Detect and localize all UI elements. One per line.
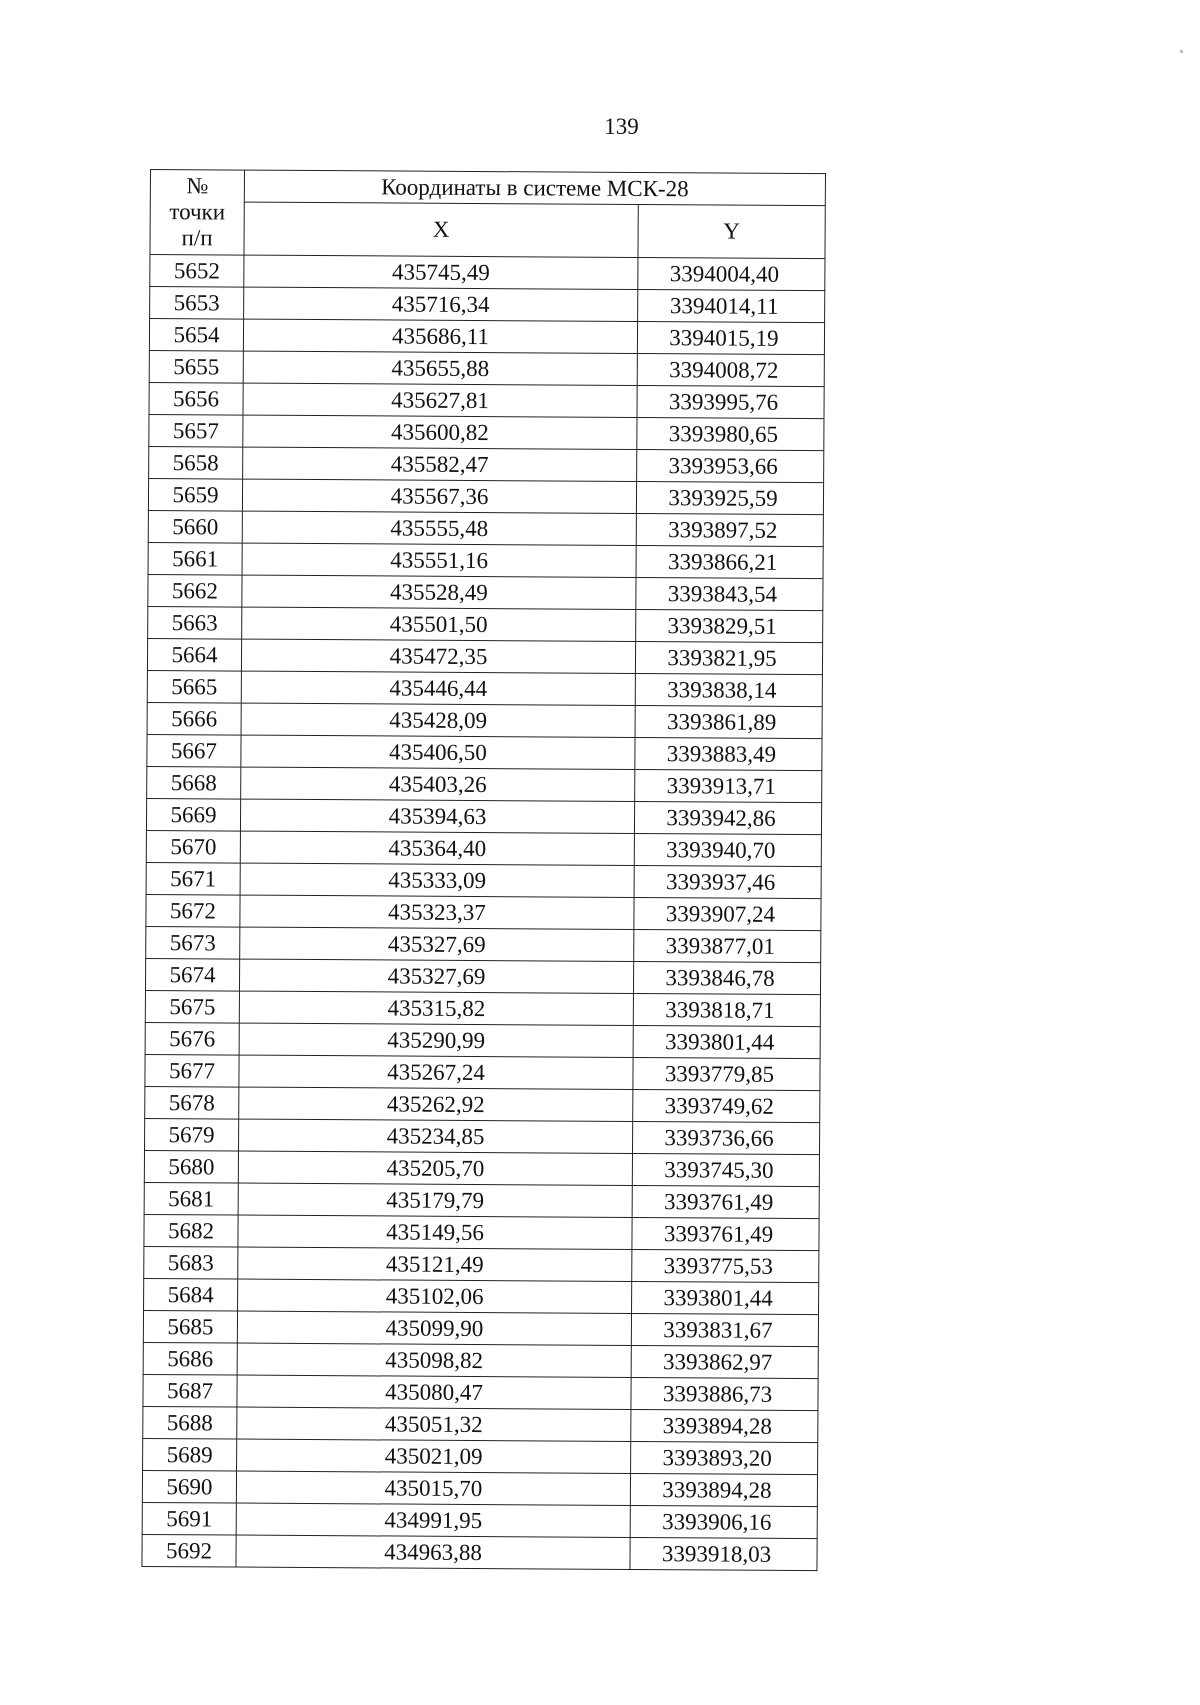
y-coordinate-cell: 3393866,21 [636,545,823,578]
x-coordinate-cell: 435121,49 [238,1247,632,1281]
x-coordinate-cell: 435567,36 [242,479,636,513]
point-number-cell: 5652 [150,255,244,288]
table-row [144,1182,819,1218]
y-coordinate-cell: 3393995,76 [637,385,824,418]
table-row [147,670,822,706]
point-number-cell: 5653 [150,287,244,320]
point-number-cell: 5684 [144,1278,238,1311]
y-coordinate-cell: 3393801,44 [632,1281,819,1314]
point-number-cell: 5690 [142,1470,236,1503]
point-number-cell: 5669 [146,798,240,831]
y-coordinate-cell: 3393779,85 [633,1057,820,1090]
page-number: 139 [604,114,639,139]
y-coordinate-cell: 3393940,70 [634,833,821,866]
point-number-cell: 5682 [144,1214,238,1247]
table-body [142,255,825,1571]
table-row [147,638,822,674]
point-number-cell: 5679 [145,1118,239,1151]
table-row [145,990,820,1026]
x-coordinate-cell: 435406,50 [241,735,635,769]
y-coordinate-cell: 3393801,44 [633,1025,820,1058]
x-coordinate-cell: 435686,11 [243,319,637,353]
x-coordinate-cell: 435394,63 [240,799,634,833]
y-coordinate-cell: 3393745,30 [632,1153,819,1186]
x-coordinate-cell: 435205,70 [238,1151,632,1185]
x-coordinate-cell: 435080,47 [237,1375,631,1409]
table-row [145,958,820,994]
point-number-cell: 5674 [145,958,239,991]
point-number-cell: 5677 [145,1054,239,1087]
table-row [145,1086,820,1122]
y-coordinate-cell: 3393925,59 [636,481,823,514]
coordinates-table [141,169,826,1571]
y-coordinate-cell: 3393894,28 [630,1473,817,1506]
table-row [142,1534,817,1570]
scan-speck [1180,50,1183,53]
table-row [143,1438,818,1474]
y-coordinate-cell: 3393877,01 [634,929,821,962]
point-number-header-line: № [186,173,209,199]
x-coordinate-cell: 435149,56 [238,1215,632,1249]
table-row [148,574,823,610]
x-coordinate-cell: 435555,48 [242,511,636,545]
point-number-cell: 5661 [148,542,242,575]
table-row [143,1406,818,1442]
point-number-cell: 5687 [143,1374,237,1407]
table-row [144,1278,819,1314]
point-number-cell: 5660 [148,510,242,543]
y-coordinate-cell: 3393736,66 [632,1121,819,1154]
x-coordinate-cell: 435655,88 [243,351,637,385]
point-number-cell: 5668 [147,766,241,799]
table-row [147,702,822,738]
x-coordinate-cell: 435021,09 [237,1439,631,1473]
table-row [147,734,822,770]
table-row [148,542,823,578]
point-number-cell: 5656 [149,382,243,415]
x-coordinate-cell: 435333,09 [240,863,634,897]
y-coordinate-cell: 3393893,20 [631,1441,818,1474]
coordinates-group-header: Координаты в системе МСК-28 [244,170,825,206]
x-coordinate-cell: 435315,82 [239,991,633,1025]
y-coordinate-cell: 3393821,95 [635,641,822,674]
point-number-cell: 5680 [144,1150,238,1183]
y-coordinate-cell: 3393980,65 [637,417,824,450]
y-coordinate-cell: 3393913,71 [635,769,822,802]
x-coordinate-cell: 435323,37 [240,895,634,929]
point-number-cell: 5664 [147,638,241,671]
y-coordinate-cell: 3394015,19 [637,321,824,354]
table-row [144,1246,819,1282]
x-coordinate-cell: 435099,90 [237,1311,631,1345]
point-number-header-line: п/п [181,225,213,251]
point-number-cell: 5666 [147,702,241,735]
point-number-cell: 5688 [143,1406,237,1439]
y-coordinate-cell: 3393894,28 [631,1409,818,1442]
point-number-cell: 5675 [145,990,239,1023]
point-number-cell: 5686 [143,1342,237,1375]
x-coordinate-cell: 435327,69 [239,959,633,993]
table-row [147,766,822,802]
y-coordinate-cell: 3393818,71 [633,993,820,1026]
x-coordinate-cell: 435428,09 [241,703,635,737]
x-coordinate-cell: 435290,99 [239,1023,633,1057]
y-coordinate-cell: 3393831,67 [631,1313,818,1346]
x-coordinate-cell: 435364,40 [240,831,634,865]
y-coordinate-cell: 3393883,49 [635,737,822,770]
y-coordinate-cell: 3394004,40 [638,257,825,290]
x-coordinate-cell: 435015,70 [236,1471,630,1505]
table-row [148,478,823,514]
table-row [146,894,821,930]
x-coordinate-cell: 435582,47 [243,447,637,481]
table-row [148,510,823,546]
y-coordinate-cell: 3393907,24 [634,897,821,930]
x-coordinate-cell: 435551,16 [242,543,636,577]
table-row [149,446,824,482]
table-row [149,414,824,450]
table-row [149,350,824,386]
table-row [150,255,825,291]
x-coordinate-cell: 435501,50 [242,607,636,641]
table-row [145,1022,820,1058]
table-row [148,606,823,642]
x-coordinate-cell: 435600,82 [243,415,637,449]
y-coordinate-cell: 3393775,53 [632,1249,819,1282]
y-coordinate-cell: 3393761,49 [632,1217,819,1250]
point-number-cell: 5667 [147,734,241,767]
table-row [142,1502,817,1538]
table-row [150,287,825,323]
point-number-cell: 5665 [147,670,241,703]
table-row [142,1470,817,1506]
x-coordinate-cell: 434991,95 [236,1503,630,1537]
table-row [146,926,821,962]
point-number-cell: 5659 [148,478,242,511]
x-column-header: X [244,202,638,257]
point-number-cell: 5673 [146,926,240,959]
x-coordinate-cell: 435262,92 [239,1087,633,1121]
y-coordinate-cell: 3393897,52 [636,513,823,546]
x-coordinate-cell: 435179,79 [238,1183,632,1217]
table-row [143,1342,818,1378]
y-coordinate-cell: 3393843,54 [636,577,823,610]
point-number-cell: 5689 [143,1438,237,1471]
y-coordinate-cell: 3393838,14 [635,673,822,706]
point-number-cell: 5681 [144,1182,238,1215]
x-coordinate-cell: 435528,49 [242,575,636,609]
table-row [146,862,821,898]
table-row [143,1374,818,1410]
x-coordinate-cell: 435472,35 [241,639,635,673]
table-row [149,319,824,355]
x-coordinate-cell: 434963,88 [236,1535,630,1569]
point-number-cell: 5671 [146,862,240,895]
y-coordinate-cell: 3393906,16 [630,1505,817,1538]
table-row [149,382,824,418]
point-number-cell: 5672 [146,894,240,927]
y-coordinate-cell: 3393846,78 [633,961,820,994]
y-coordinate-cell: 3393918,03 [630,1537,817,1570]
x-coordinate-cell: 435716,34 [244,287,638,321]
x-coordinate-cell: 435446,44 [241,671,635,705]
point-number-header-line: точки [169,199,226,225]
x-coordinate-cell: 435745,49 [244,255,638,289]
point-number-cell: 5670 [146,830,240,863]
point-number-cell: 5657 [149,414,243,447]
x-coordinate-cell: 435102,06 [238,1279,632,1313]
x-coordinate-cell: 435327,69 [240,927,634,961]
table-row [145,1118,820,1154]
point-number-cell: 5658 [149,446,243,479]
point-number-cell: 5662 [148,574,242,607]
table-row [144,1214,819,1250]
point-number-cell: 5678 [145,1086,239,1119]
y-column-header: Y [638,204,825,258]
y-coordinate-cell: 3394008,72 [637,353,824,386]
x-coordinate-cell: 435267,24 [239,1055,633,1089]
x-coordinate-cell: 435403,26 [241,767,635,801]
x-coordinate-cell: 435234,85 [239,1119,633,1153]
table-row [143,1310,818,1346]
table-row [146,830,821,866]
y-coordinate-cell: 3393829,51 [636,609,823,642]
y-coordinate-cell: 3393749,62 [633,1089,820,1122]
point-number-cell: 5691 [142,1502,236,1535]
y-coordinate-cell: 3393953,66 [637,449,824,482]
point-number-cell: 5692 [142,1534,236,1567]
point-number-cell: 5676 [145,1022,239,1055]
y-coordinate-cell: 3393886,73 [631,1377,818,1410]
table-row [145,1054,820,1090]
y-coordinate-cell: 3393862,97 [631,1345,818,1378]
y-coordinate-cell: 3394014,11 [638,289,825,322]
point-number-cell: 5685 [143,1310,237,1343]
table-row [144,1150,819,1186]
x-coordinate-cell: 435627,81 [243,383,637,417]
y-coordinate-cell: 3393761,49 [632,1185,819,1218]
y-coordinate-cell: 3393942,86 [634,801,821,834]
x-coordinate-cell: 435051,32 [237,1407,631,1441]
point-number-cell: 5663 [148,606,242,639]
point-number-cell: 5654 [149,319,243,352]
table-header-row [150,202,825,259]
point-number-cell: 5655 [149,350,243,383]
x-coordinate-cell: 435098,82 [237,1343,631,1377]
table-header-row [150,170,825,206]
point-number-header [150,170,245,256]
y-coordinate-cell: 3393861,89 [635,705,822,738]
y-coordinate-cell: 3393937,46 [634,865,821,898]
table-row [146,798,821,834]
point-number-cell: 5683 [144,1246,238,1279]
